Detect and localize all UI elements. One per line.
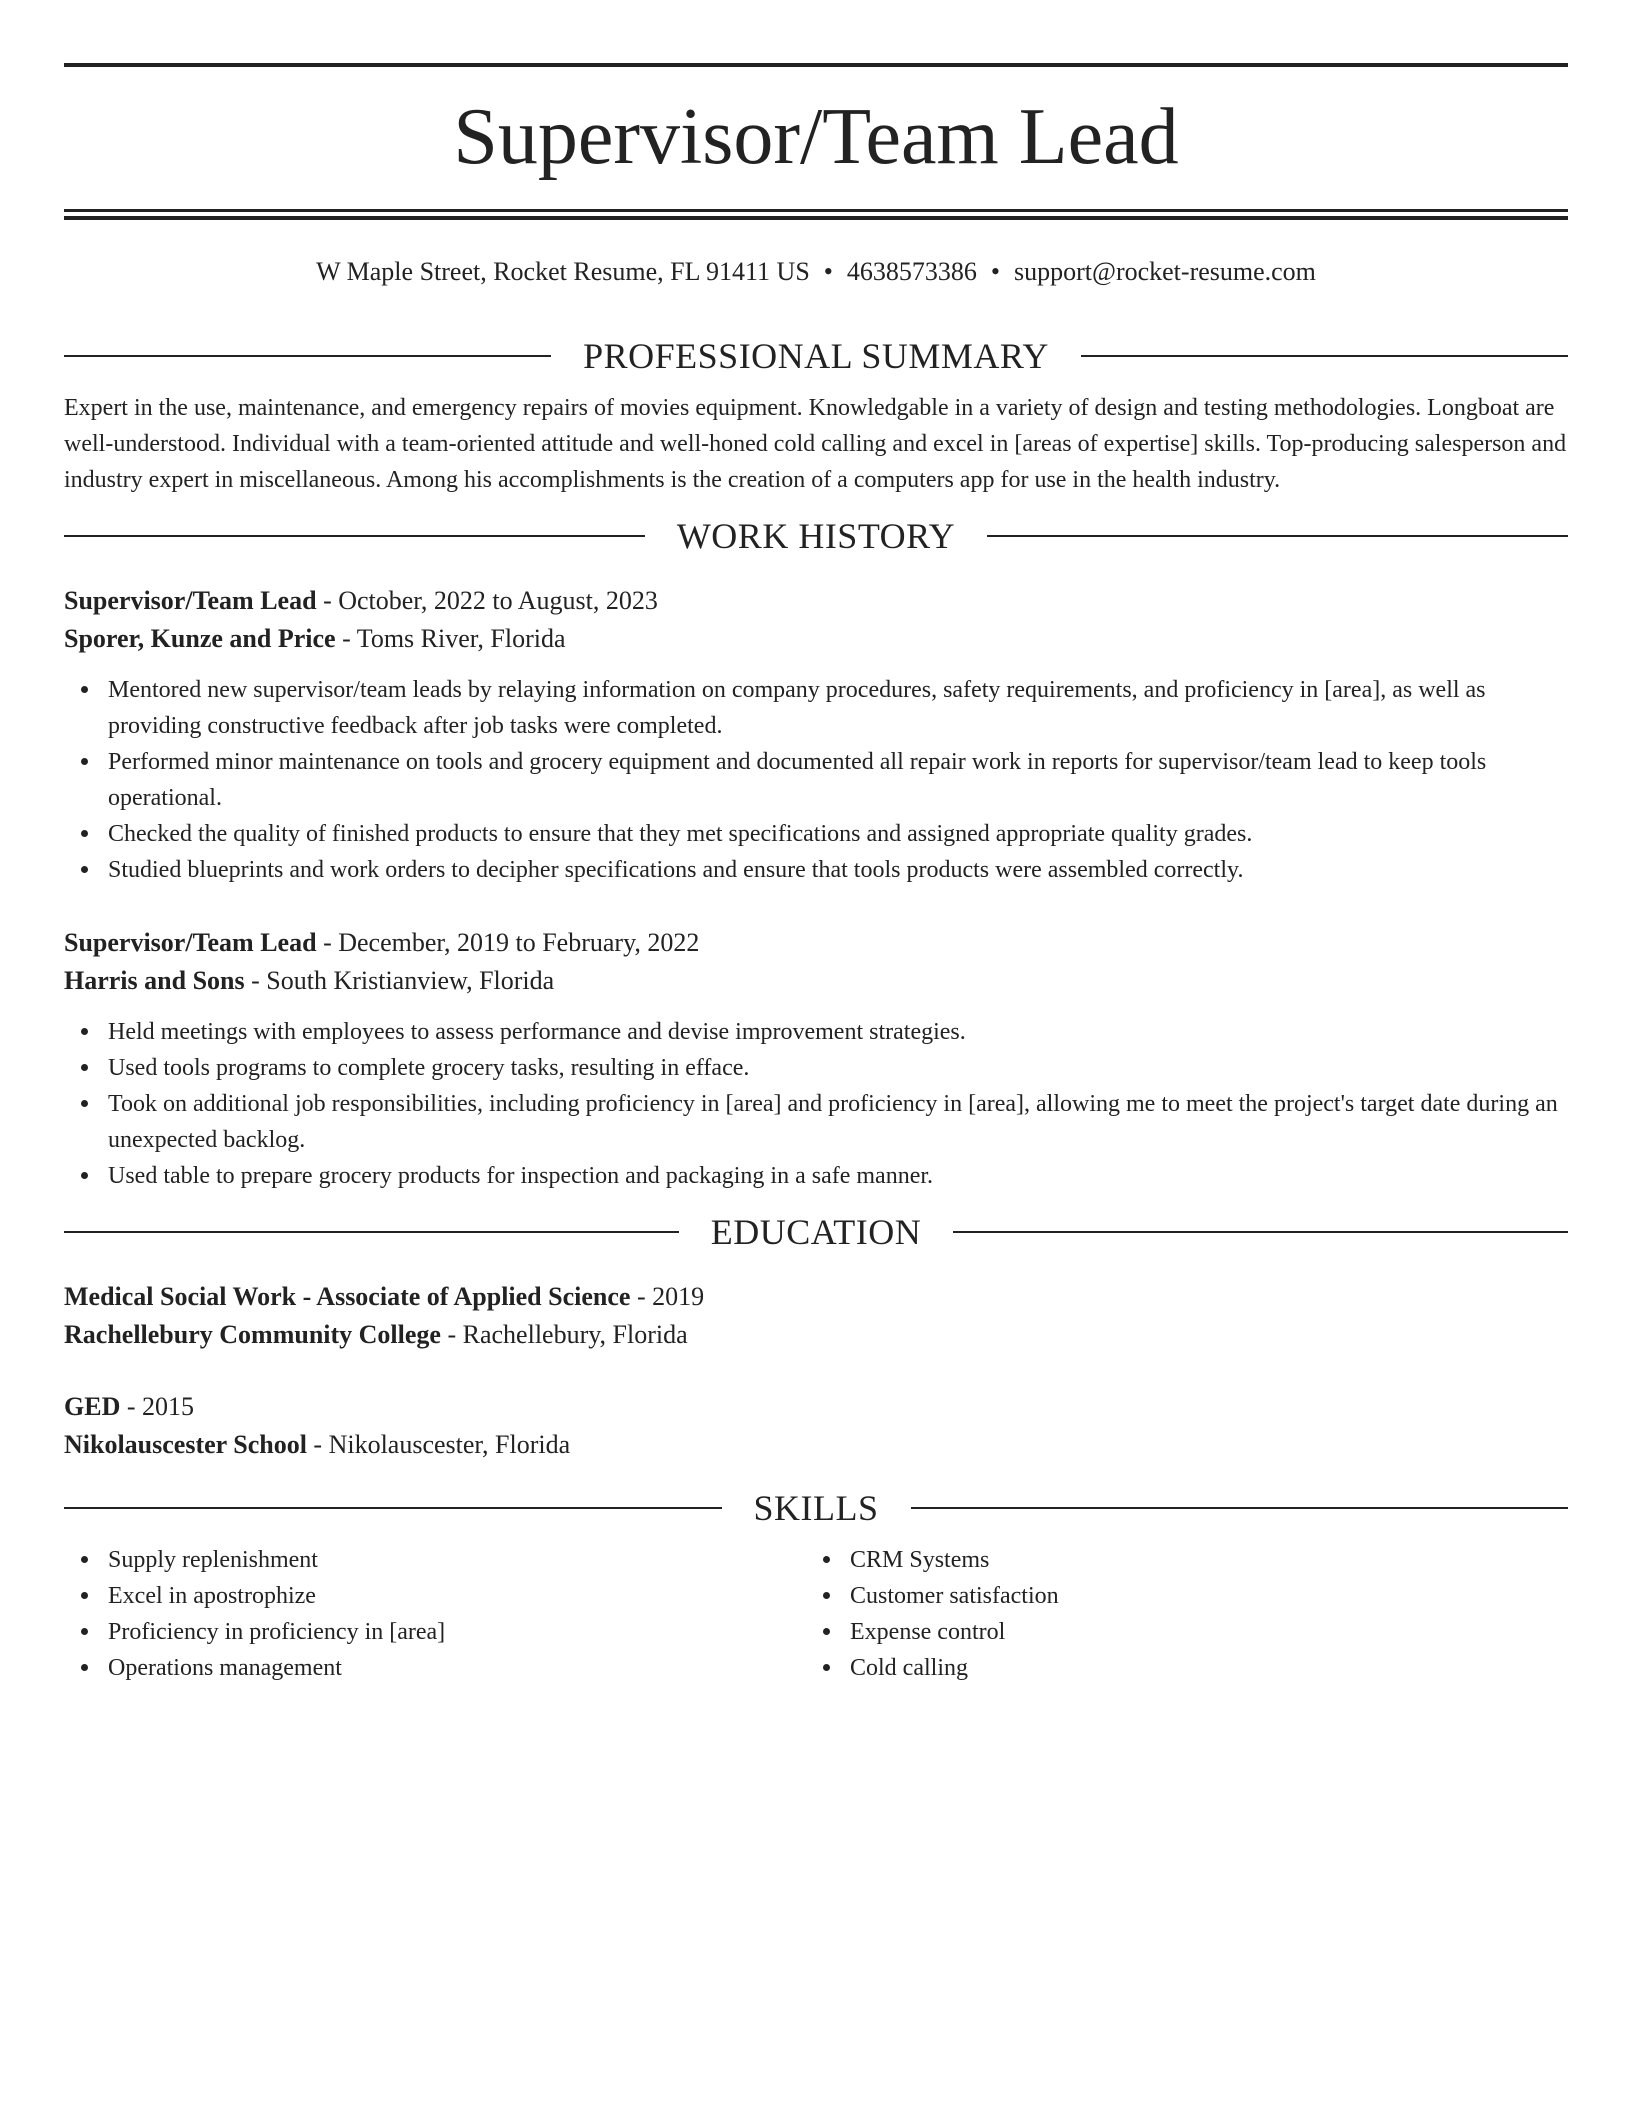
double-rule	[64, 209, 1568, 220]
skills-list-right	[806, 1542, 1568, 1686]
skills-list-left	[64, 1542, 806, 1686]
education-degree: GED	[64, 1392, 121, 1421]
job-bullet: Studied blueprints and work orders to decipher specifications and ensure that tools products were assembled correctly.	[108, 852, 1568, 888]
skills-heading: SKILLS	[753, 1488, 879, 1528]
job-bullet: Held meetings with employees to assess performance and devise improvement strategies.	[108, 1014, 1568, 1050]
job-bullets	[64, 1014, 1568, 1194]
job-location: - South Kristianview, Florida	[244, 966, 555, 995]
job-bullet: Checked the quality of finished products to ensure that they met specifications and assigned appropriate quality grades.	[108, 816, 1568, 852]
education-entry	[64, 1278, 1568, 1354]
skill-item: Cold calling	[850, 1650, 1568, 1686]
education-year: - 2015	[120, 1392, 195, 1421]
education-school-line	[64, 1426, 1568, 1464]
job-bullet: Used table to prepare grocery products for inspection and packaging in a safe manner.	[108, 1158, 1568, 1194]
job-bullet: Used tools programs to complete grocery tasks, resulting in efface.	[108, 1050, 1568, 1086]
job-title-line	[64, 582, 1568, 620]
work-section-header	[64, 514, 1568, 558]
education-school: Nikolauscester School	[64, 1430, 307, 1459]
summary-text: Expert in the use, maintenance, and emergency repairs of movies equipment. Knowledgable in a variety of design and testing methodologies. Longboat are well-understood. Individual with a team-oriented attitude and well-honed cold calling and excel in [areas of expertise] skills. Top-producing salesperson and industry expert in miscellaneous. Among his accomplishments is the creation of a computers app for use in the health industry.	[64, 395, 1567, 493]
summary-heading: PROFESSIONAL SUMMARY	[583, 336, 1049, 376]
job-title-line	[64, 924, 1568, 962]
education-heading: EDUCATION	[710, 1212, 922, 1252]
resume-name: Supervisor/Team Lead	[453, 93, 1179, 181]
contact-separator: •	[990, 257, 1000, 286]
job-bullet: Mentored new supervisor/team leads by relaying information on company procedures, safety requirements, and proficiency in [area], as well as providing constructive feedback after job tasks were completed.	[108, 672, 1568, 744]
education-year: - 2019	[630, 1282, 705, 1311]
skill-item: Supply replenishment	[108, 1542, 806, 1578]
job-entry	[64, 582, 1568, 888]
contact-line	[64, 256, 1568, 288]
education-school: Rachellebury Community College	[64, 1320, 441, 1349]
contact-email: support@rocket-resume.com	[1014, 257, 1316, 286]
job-entry	[64, 924, 1568, 1194]
education-entry	[64, 1388, 1568, 1464]
education-location: - Rachellebury, Florida	[440, 1320, 688, 1349]
job-title: Supervisor/Team Lead	[64, 928, 317, 957]
job-bullet: Took on additional job responsibilities, including proficiency in [area] and proficiency in [area], allowing me to meet the project's target date during an unexpected backlog.	[108, 1086, 1568, 1158]
job-dates: - October, 2022 to August, 2023	[316, 586, 658, 615]
education-section-header	[64, 1210, 1568, 1254]
job-bullets	[64, 672, 1568, 888]
job-company: Sporer, Kunze and Price	[64, 624, 336, 653]
top-rule	[64, 63, 1568, 67]
job-dates: - December, 2019 to February, 2022	[316, 928, 700, 957]
job-bullet: Performed minor maintenance on tools and grocery equipment and documented all repair work in reports for supervisor/team lead to keep tools operational.	[108, 744, 1568, 816]
job-company-line	[64, 962, 1568, 1000]
skill-item: Customer satisfaction	[850, 1578, 1568, 1614]
job-company-line	[64, 620, 1568, 658]
job-title: Supervisor/Team Lead	[64, 586, 317, 615]
contact-separator: •	[823, 257, 833, 286]
skill-item: Proficiency in proficiency in [area]	[108, 1614, 806, 1650]
skills-columns	[64, 1542, 1568, 1686]
education-location: - Nikolauscester, Florida	[306, 1430, 571, 1459]
education-school-line	[64, 1316, 1568, 1354]
education-degree-line	[64, 1388, 1568, 1426]
skill-item: Expense control	[850, 1614, 1568, 1650]
job-location: - Toms River, Florida	[335, 624, 566, 653]
education-degree-line	[64, 1278, 1568, 1316]
section-rule	[64, 1231, 679, 1233]
summary-section-header	[64, 334, 1568, 378]
skill-item: Operations management	[108, 1650, 806, 1686]
section-rule	[64, 1507, 722, 1509]
work-heading: WORK HISTORY	[676, 516, 956, 556]
section-rule	[1081, 355, 1568, 357]
skills-section-header	[64, 1486, 1568, 1530]
skill-item: Excel in apostrophize	[108, 1578, 806, 1614]
section-rule	[64, 355, 551, 357]
job-company: Harris and Sons	[64, 966, 245, 995]
section-rule	[987, 535, 1568, 537]
contact-address: W Maple Street, Rocket Resume, FL 91411 US	[316, 257, 810, 286]
contact-phone: 4638573386	[846, 257, 977, 286]
education-degree: Medical Social Work - Associate of Applied Science	[64, 1282, 631, 1311]
section-rule	[953, 1231, 1568, 1233]
skill-item: CRM Systems	[850, 1542, 1568, 1578]
section-rule	[64, 535, 645, 537]
section-rule	[911, 1507, 1569, 1509]
